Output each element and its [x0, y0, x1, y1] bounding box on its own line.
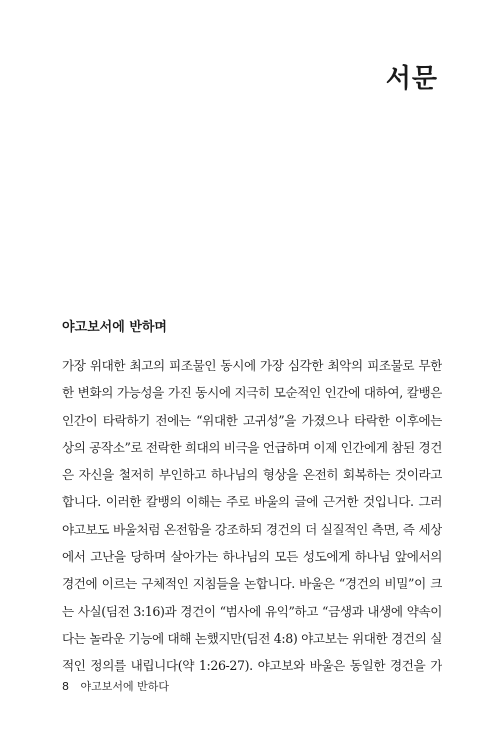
body-line: 한 변화의 가능성을 가진 동시에 지극히 모순적인 인간에 대하여, 칼뱅은 [62, 385, 442, 401]
body-line: 야고보도 바울처럼 온전함을 강조하되 경건의 더 실질적인 측면, 즉 세상 [62, 521, 442, 537]
body-line: 가장 위대한 최고의 피조물인 동시에 가장 심각한 최악의 피조물로 무한 [62, 358, 442, 373]
section-heading: 야고보서에 반하며 [62, 320, 167, 335]
body-line: 적인 정의를 내립니다(약 1:26-27). 야고보와 바울은 동일한 경건을 가 [62, 658, 442, 674]
page-number: 8 [62, 680, 69, 693]
body-line: 는 사실(딤전 3:16)과 경건이 “범사에 유익”하고 “금생과 내생에 약속이 [62, 603, 442, 619]
body-line: 다는 놀라운 기능에 대해 논했지만(딤전 4:8) 야고보는 위대한 경건의 실 [62, 630, 442, 646]
body-line: 합니다. 이러한 칼뱅의 이해는 주로 바울의 글에 근거한 것입니다. 그러 [62, 494, 442, 510]
body-line: 인간이 타락하기 전에는 “위대한 고귀성”을 가졌으나 타락한 이후에는 [62, 412, 442, 428]
body-line: 은 자신을 철저히 부인하고 하나님의 형상을 온전히 회복하는 것이라고 [62, 467, 442, 483]
body-line: 경건에 이르는 구체적인 지침들을 논합니다. 바울은 “경건의 비밀”이 크 [62, 576, 442, 592]
body-line: 상의 공작소”로 전락한 희대의 비극을 언급하며 이제 인간에게 참된 경건 [62, 439, 442, 455]
body-line: 에서 고난을 당하며 살아가는 하나님의 모든 성도에게 하나님 앞에서의 [62, 549, 442, 565]
running-title: 야고보서에 반하다 [80, 680, 170, 693]
chapter-title: 서문 [385, 64, 438, 94]
body-paragraph [62, 352, 442, 680]
page-footer [62, 678, 169, 694]
